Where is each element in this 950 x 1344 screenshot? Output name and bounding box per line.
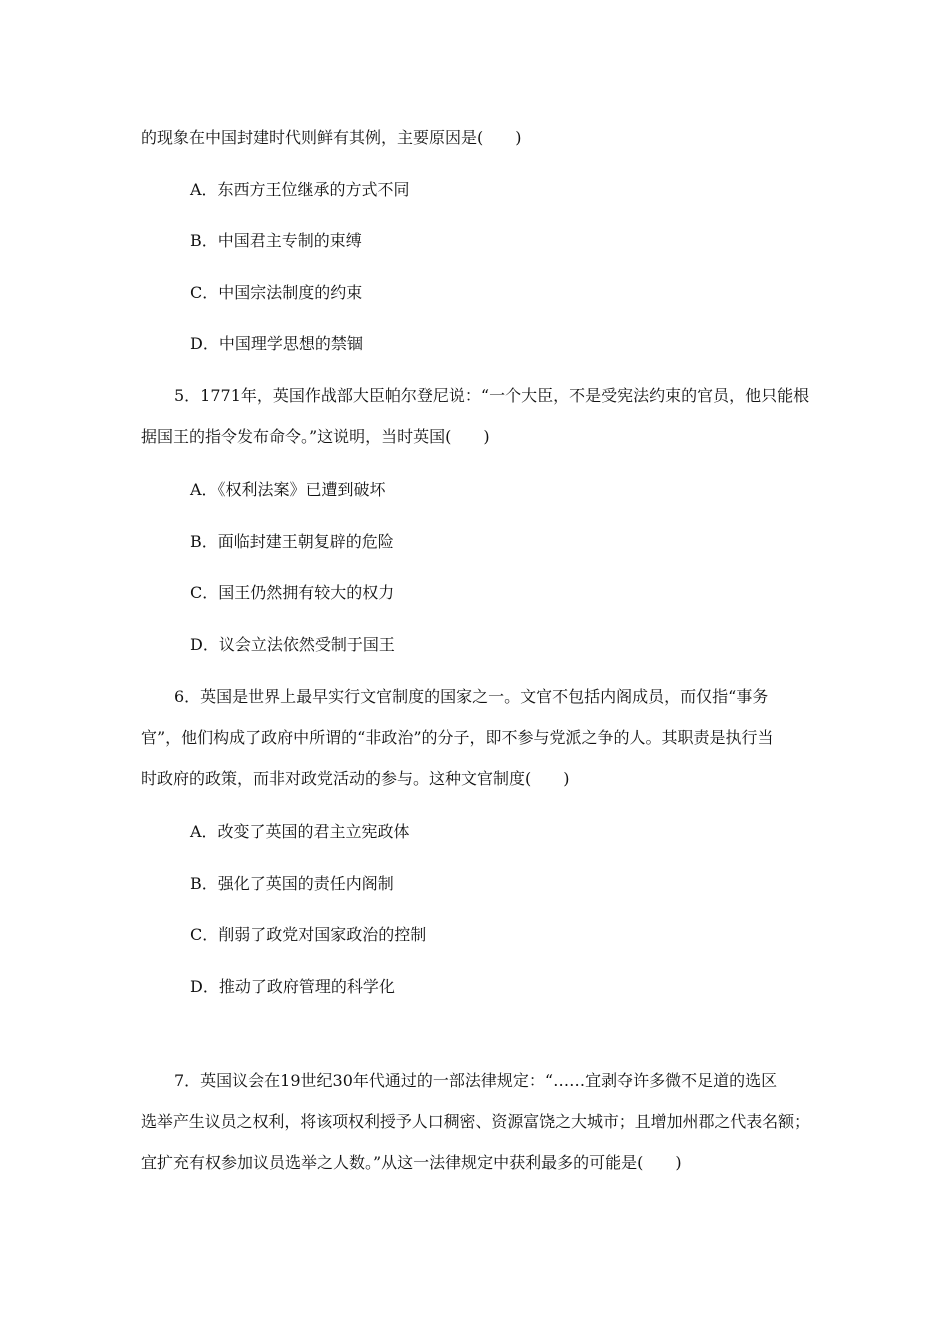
q4-option-d: D．中国理学思想的禁锢 (190, 334, 363, 353)
q6-stem-line-2: 官”，他们构成了政府中所谓的“非政治”的分子，即不参与党派之争的人。其职责是执行当 (141, 728, 774, 747)
q6-option-a: A．改变了英国的君主立宪政体 (190, 822, 410, 841)
q4-stem-tail: 的现象在中国封建时代则鲜有其例，主要原因是( ) (141, 128, 522, 147)
q7-stem-line-3: 宜扩充有权参加议员选举之人数。”从这一法律规定中获利最多的可能是( ) (141, 1153, 682, 1172)
q5-stem-line-2: 据国王的指令发布命令。”这说明，当时英国( ) (141, 427, 490, 446)
q6-option-d: D．推动了政府管理的科学化 (190, 977, 395, 996)
q5-option-a: A．《权利法案》已遭到破坏 (190, 480, 386, 499)
q4-option-c: C．中国宗法制度的约束 (190, 283, 363, 302)
q4-option-b: B．中国君主专制的束缚 (190, 231, 362, 250)
q6-option-b: B．强化了英国的责任内阁制 (190, 874, 394, 893)
q7-stem-line-1: 7．英国议会在19世纪30年代通过的一部法律规定：“……宜剥夺许多微不足道的选区 (174, 1071, 778, 1090)
q7-stem-line-2: 选举产生议员之权利，将该项权利授予人口稠密、资源富饶之大城市；且增加州郡之代表名额； (141, 1112, 810, 1131)
q6-stem-line-3: 时政府的政策，而非对政党活动的参与。这种文官制度( ) (141, 769, 570, 788)
q5-stem-line-1: 5．1771年，英国作战部大臣帕尔登尼说：“一个大臣，不是受宪法约束的官员，他只能根 (174, 386, 810, 405)
q5-option-d: D．议会立法依然受制于国王 (190, 635, 395, 654)
q4-option-a: A．东西方王位继承的方式不同 (190, 180, 410, 199)
q6-stem-line-1: 6．英国是世界上最早实行文官制度的国家之一。文官不包括内阁成员，而仅指“事务 (174, 687, 769, 706)
q5-option-c: C．国王仍然拥有较大的权力 (190, 583, 395, 602)
q6-option-c: C．削弱了政党对国家政治的控制 (190, 925, 427, 944)
q5-option-b: B．面临封建王朝复辟的危险 (190, 532, 394, 551)
